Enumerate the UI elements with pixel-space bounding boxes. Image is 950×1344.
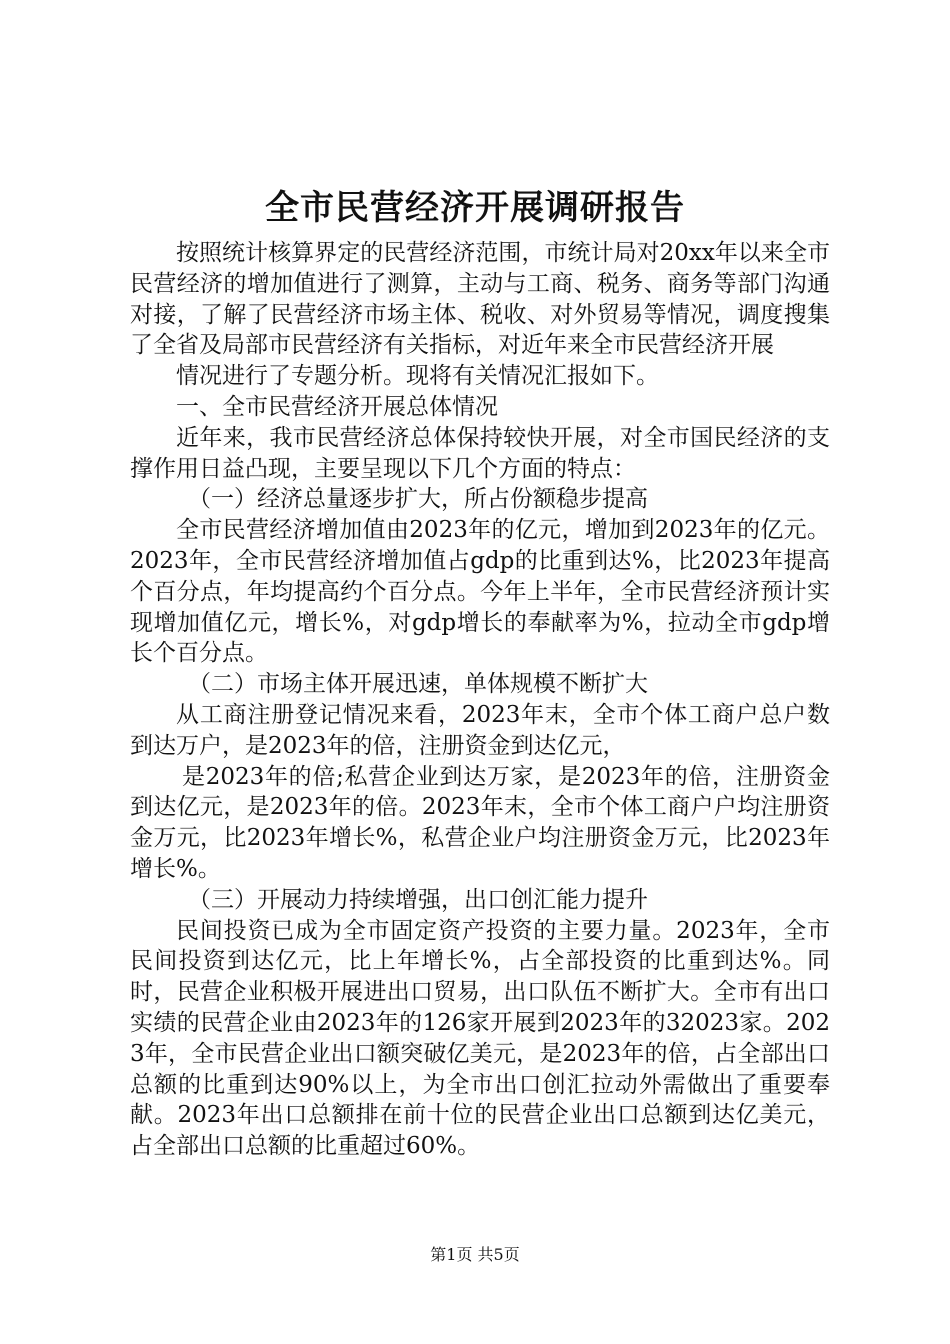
paragraph-investment: 民间投资已成为全市固定资产投资的主要力量。2023年，全市民间投资到达亿元，比上年增长%，占全部投资的比重到达%。同时，民营企业积极开展进出口贸易，出口队伍不断扩大。全市有出口实绩的民营企业由2023年的126家开展到2023年的32023家。2023年，全市民营企业出口额突破亿美元，是2023年的倍，占全部出口总额的比重到达90%以上，为全市出口创汇拉动外需做出了重要奉献。2023年出口总额排在前十位的民营企业出口总额到达亿美元，占全部出口总额的比重超过60%。	[130, 917, 830, 1160]
paragraph-intro-cont: 情况进行了专题分析。现将有关情况汇报如下。	[176, 363, 659, 390]
paragraph-registration-cont: 是2023年的倍;私营企业到达万家，是2023年的倍，注册资金到达亿元，是2023年的倍。2023年末，全市个体工商户户均注册资金万元，比2023年增长%，私营企业户均注册资金万元，比2023年增长%。	[130, 763, 830, 882]
subheading-2: （二）市场主体开展迅速，单体规模不断扩大	[188, 671, 648, 698]
subheading-1: （一）经济总量逐步扩大，所占份额稳步提高	[188, 486, 648, 513]
paragraph-overview: 近年来，我市民营经济总体保持较快开展，对全市国民经济的支撑作用日益凸现，主要呈现以下几个方面的特点：	[130, 424, 830, 482]
paragraph-registration: 从工商注册登记情况来看，2023年末，全市个体工商户总户数到达万户，是2023年的倍，注册资金到达亿元，	[130, 701, 830, 759]
page-footer: 第1页 共5页	[430, 1245, 520, 1264]
paragraph-intro: 按照统计核算界定的民营经济范围，市统计局对20xx年以来全市民营经济的增加值进行了测算，主动与工商、税务、商务等部门沟通对接，了解了民营经济市场主体、税收、对外贸易等情况，调度搜集了全省及局部市民营经济有关指标，对近年来全市民营经济开展	[130, 240, 830, 359]
document-body	[130, 238, 830, 1162]
section-heading-1: 一、全市民营经济开展总体情况	[176, 393, 498, 420]
document-title: 全市民营经济开展调研报告	[265, 188, 685, 228]
subheading-3: （三）开展动力持续增强，出口创汇能力提升	[188, 886, 648, 913]
paragraph-value-added: 全市民营经济增加值由2023年的亿元，增加到2023年的亿元。2023年，全市民营经济增加值占gdp的比重到达%，比2023年提高个百分点，年均提高约个百分点。今年上半年，全市民营经济预计实现增加值亿元，增长%，对gdp增长的奉献率为%，拉动全市gdp增长个百分点。	[130, 517, 830, 667]
